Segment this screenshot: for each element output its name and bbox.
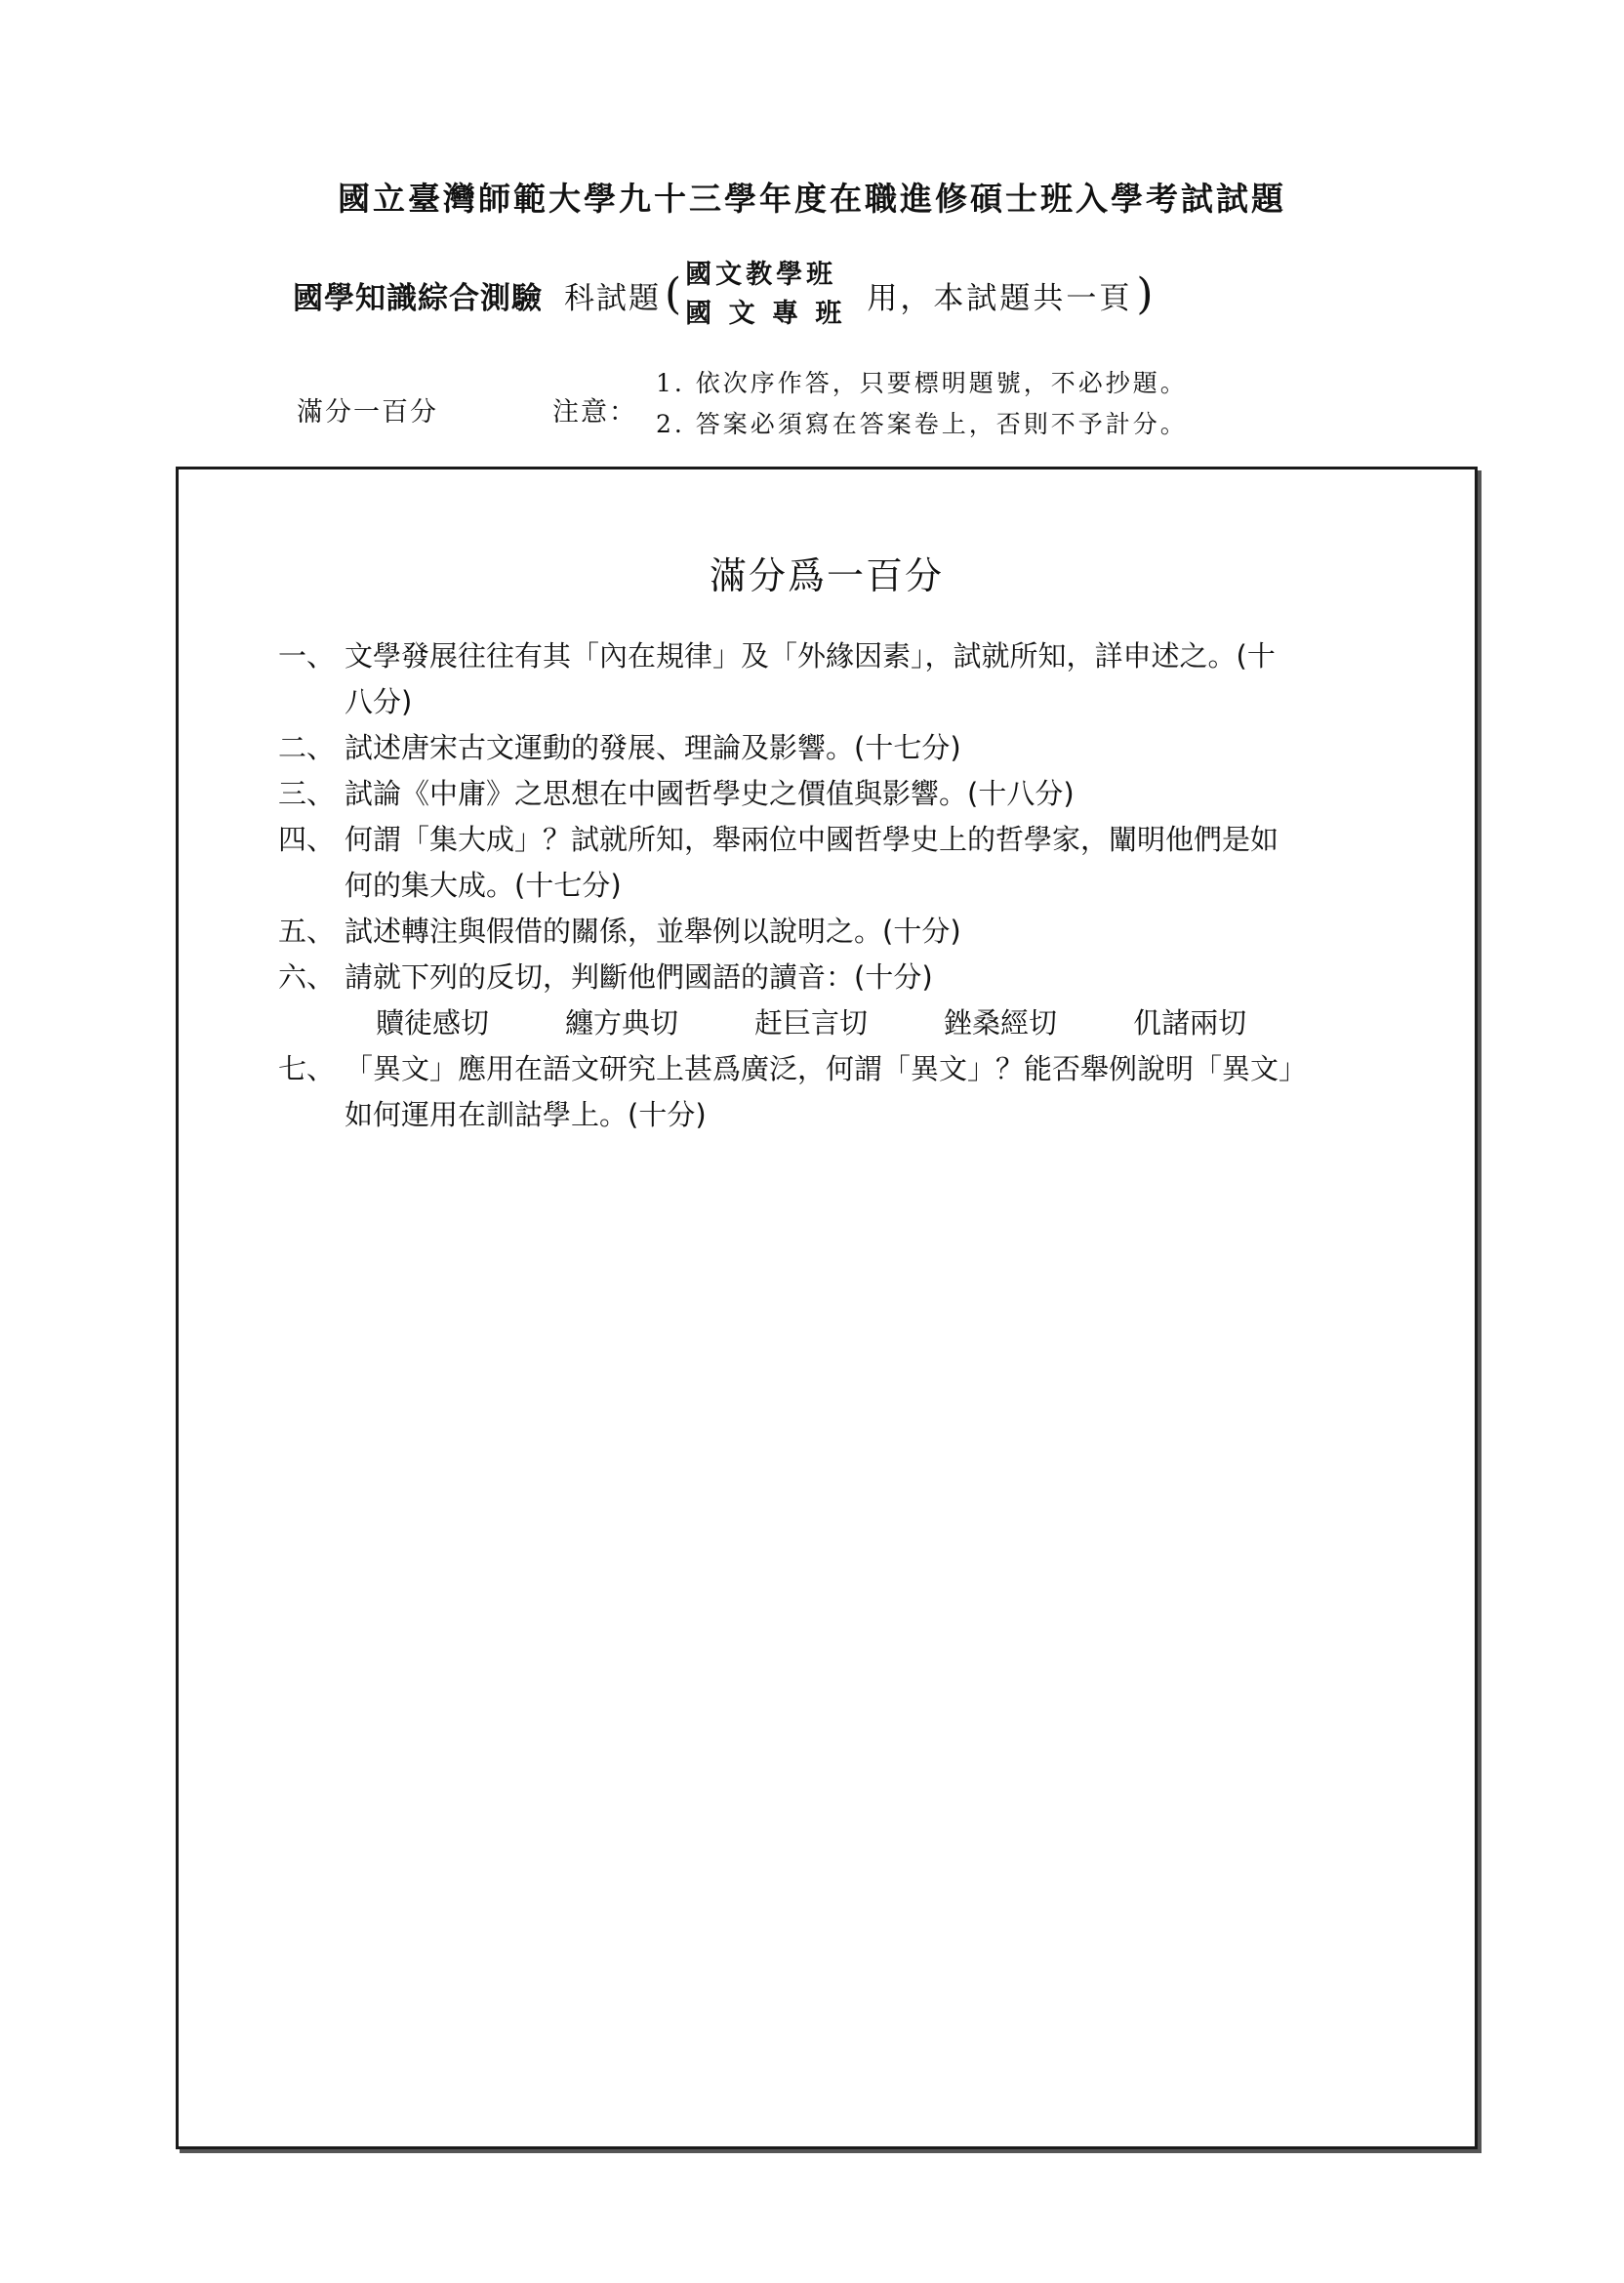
- notes-list: [656, 363, 1188, 445]
- class-name-2: 國 文 專 班: [685, 299, 846, 329]
- question-line: 試述轉注與假借的關係，並舉例以說明之。(十分): [345, 915, 961, 948]
- question-text: [345, 725, 1430, 771]
- question-line: 何的集大成。(十七分): [345, 869, 622, 902]
- class-name-1: 國文教學班: [685, 260, 837, 290]
- close-paren: ): [1136, 269, 1154, 319]
- class-stack: [685, 256, 845, 334]
- question-number: 六、: [278, 960, 336, 994]
- question-text: [345, 771, 1430, 817]
- question-line: 何謂「集大成」？試就所知，舉兩位中國哲學史上的哲學家，闡明他們是如: [345, 823, 1279, 856]
- question-box: [176, 467, 1478, 2149]
- question-7: [278, 1046, 1430, 1138]
- open-paren: (: [665, 269, 682, 319]
- question-number: 二、: [278, 731, 336, 764]
- fanqie-item: 仉諸兩切: [1133, 1006, 1247, 1040]
- question-3: [278, 771, 1430, 817]
- question-text: [345, 817, 1430, 909]
- question-line: 如何運用在訓詁學上。(十分): [345, 1098, 707, 1131]
- question-number: 五、: [278, 915, 336, 948]
- question-text: [345, 633, 1430, 725]
- question-text: [345, 1046, 1430, 1138]
- question-2: [278, 725, 1430, 771]
- question-line: 八分): [345, 685, 413, 718]
- note-1: 1. 依次序作答，只要標明題號，不必抄題。: [656, 369, 1188, 397]
- page-count-note: 用，本試題共一頁: [867, 280, 1133, 316]
- question-number: 四、: [278, 823, 336, 856]
- question-line: 請就下列的反切，判斷他們國語的讀音：(十分): [345, 960, 933, 994]
- question-line: 試論《中庸》之思想在中國哲學史之價值與影響。(十八分): [345, 777, 1075, 810]
- question-4: [278, 817, 1430, 909]
- notes-label: 注意：: [552, 397, 637, 428]
- fanqie-item: 纏方典切: [565, 1006, 679, 1040]
- fanqie-item: 銼桑經切: [944, 1006, 1058, 1040]
- question-line: 文學發展往往有其「內在規律」及「外緣因素」，試就所知，詳申述之。(十: [345, 639, 1276, 673]
- note-2: 2. 答案必須寫在答案卷上，否則不予計分。: [656, 410, 1188, 438]
- question-number: 三、: [278, 777, 336, 810]
- question-6: [278, 955, 1430, 1000]
- question-text: [345, 955, 1430, 1000]
- question-number: 一、: [278, 639, 336, 673]
- question-line: 試述唐宋古文運動的發展、理論及影響。(十七分): [345, 731, 961, 764]
- question-list: [278, 633, 1430, 1138]
- question-number: 七、: [278, 1052, 336, 1085]
- full-score-header: 滿分一百分: [297, 397, 438, 428]
- question-text: [345, 909, 1430, 955]
- subject-line: [293, 256, 1157, 334]
- fanqie-list: [278, 1000, 1430, 1046]
- fanqie-item: 赶巨言切: [754, 1006, 869, 1040]
- subject-suffix: 科試題: [564, 280, 661, 316]
- subject-name: 國學知識綜合測驗: [293, 280, 543, 316]
- fanqie-item: 贖徒感切: [376, 1006, 490, 1040]
- box-title: 滿分爲一百分: [709, 554, 944, 597]
- question-1: [278, 633, 1430, 725]
- exam-title: 國立臺灣師範大學九十三學年度在職進修碩士班入學考試試題: [338, 180, 1286, 218]
- question-line: 「異文」應用在語文研究上甚爲廣泛，何謂「異文」？能否舉例說明「異文」: [345, 1052, 1308, 1085]
- question-5: [278, 909, 1430, 955]
